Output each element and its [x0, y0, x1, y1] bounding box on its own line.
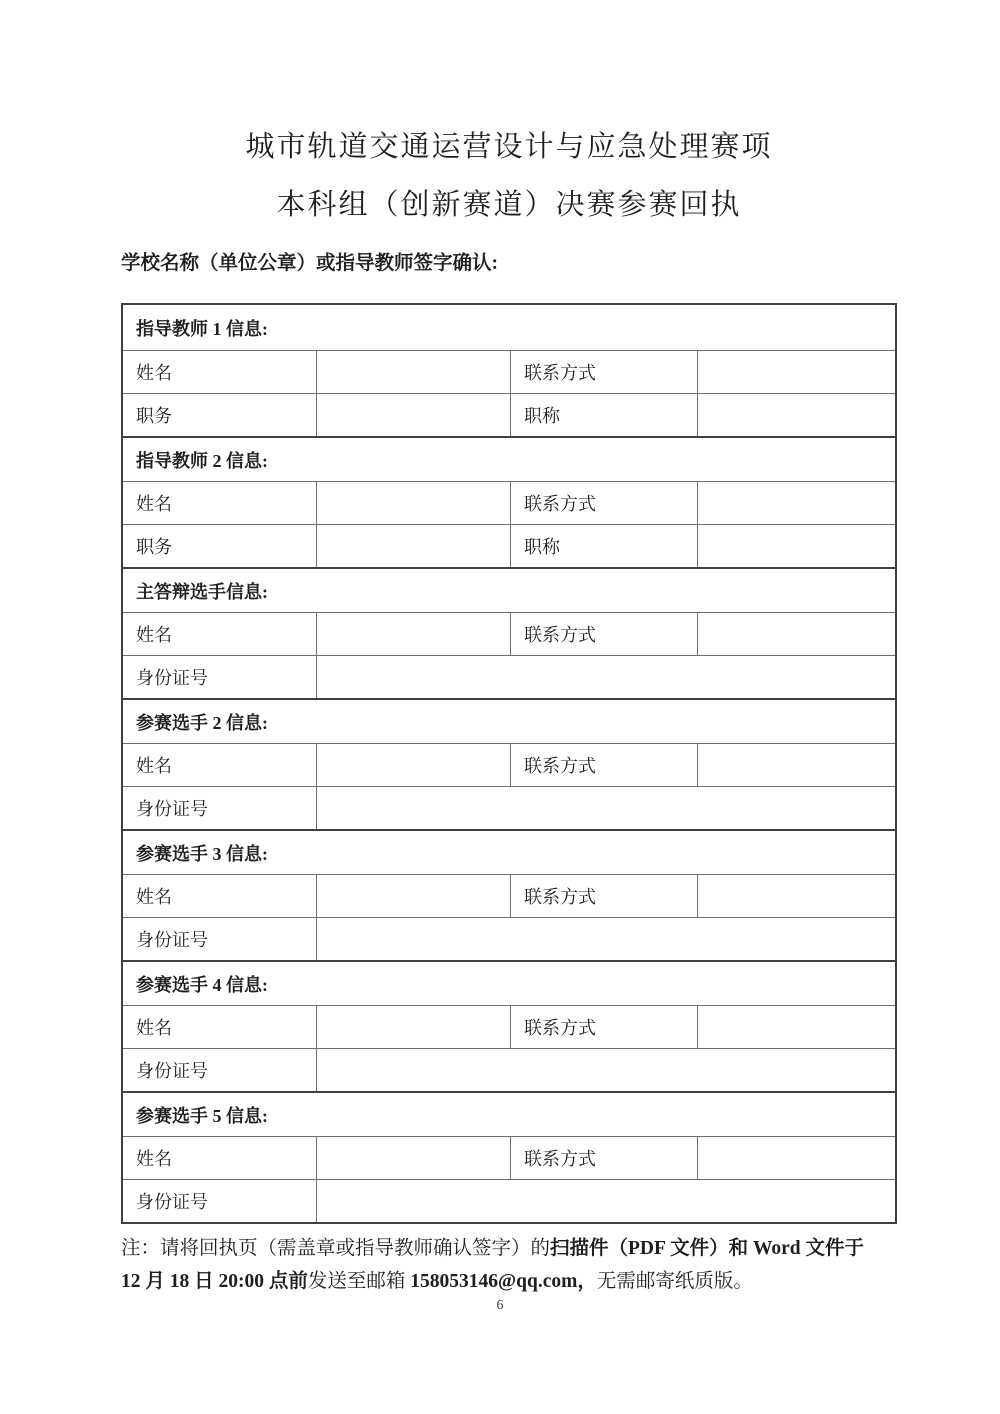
- table-row: [123, 524, 895, 567]
- field-value-cell[interactable]: [697, 1137, 895, 1179]
- field-label: 联系方式: [510, 1006, 697, 1048]
- field-label: 职称: [510, 525, 697, 567]
- table-row: [123, 1179, 895, 1222]
- field-value-cell[interactable]: [316, 656, 895, 698]
- field-value-cell[interactable]: [697, 394, 895, 436]
- table-row: [123, 612, 895, 655]
- field-label: 身份证号: [136, 799, 208, 819]
- field-label: 姓名: [136, 1149, 172, 1169]
- field-value-cell[interactable]: [697, 613, 895, 655]
- page-number: 6: [496, 1298, 504, 1313]
- table-row: [123, 874, 895, 917]
- field-label: 联系方式: [510, 482, 697, 524]
- field-value-cell[interactable]: [316, 1049, 895, 1091]
- field-value-cell[interactable]: [316, 787, 895, 829]
- field-value-cell[interactable]: [316, 613, 510, 655]
- field-label: 姓名: [136, 363, 172, 383]
- section-header: 指导教师 1 信息:: [136, 318, 268, 339]
- field-value-cell[interactable]: [316, 1180, 895, 1222]
- footnote-segment: 注：请将回执页（需盖章或指导教师确认签字）的: [121, 1238, 551, 1259]
- table-row: [123, 1136, 895, 1179]
- table-row: [123, 350, 895, 393]
- field-label: 联系方式: [510, 1137, 697, 1179]
- section-header: 参赛选手 2 信息:: [123, 698, 895, 743]
- footnote-line: [121, 1265, 897, 1298]
- table-row: [123, 1048, 895, 1091]
- footnote-segment: 发送至邮箱: [307, 1271, 411, 1292]
- document-title-line1: 城市轨道交通运营设计与应急处理赛项: [245, 131, 773, 163]
- table-row: [123, 917, 895, 960]
- footnote-segment: 158053146@qq.com，: [410, 1271, 597, 1292]
- field-value-cell[interactable]: [316, 744, 510, 786]
- table-row: [123, 1005, 895, 1048]
- footnote-line: [121, 1232, 897, 1265]
- footnote-segment: 12 月 18 日 20:00 点前: [121, 1271, 308, 1292]
- field-value-cell[interactable]: [697, 351, 895, 393]
- field-value-cell[interactable]: [697, 482, 895, 524]
- field-label: 职务: [136, 406, 172, 426]
- field-label: 姓名: [136, 625, 172, 645]
- document-title: [121, 0, 897, 234]
- section-header: 参赛选手 4 信息:: [123, 960, 895, 1005]
- field-label: 身份证号: [136, 1192, 208, 1212]
- section-header: 参赛选手 5 信息:: [123, 1091, 895, 1136]
- field-value-cell[interactable]: [697, 875, 895, 917]
- section-header: 指导教师 2 信息:: [123, 436, 895, 481]
- table-row: [123, 393, 895, 436]
- field-value-cell[interactable]: [316, 918, 895, 960]
- field-label: 职务: [136, 537, 172, 557]
- field-label: 姓名: [136, 887, 172, 907]
- field-value-cell[interactable]: [316, 351, 510, 393]
- field-label: 联系方式: [510, 875, 697, 917]
- field-label: 联系方式: [510, 744, 697, 786]
- school-confirm-label: 学校名称（单位公章）或指导教师签字确认:: [121, 253, 498, 274]
- field-value-cell[interactable]: [697, 1006, 895, 1048]
- field-label: 姓名: [136, 1018, 172, 1038]
- field-value-cell[interactable]: [316, 1006, 510, 1048]
- field-label: 职称: [510, 394, 697, 436]
- table-row: [123, 786, 895, 829]
- table-row: [123, 743, 895, 786]
- field-label: 身份证号: [136, 930, 208, 950]
- field-label: 联系方式: [510, 351, 697, 393]
- form-table: [121, 303, 897, 1224]
- field-value-cell[interactable]: [316, 875, 510, 917]
- field-value-cell[interactable]: [316, 1137, 510, 1179]
- footnote-segment: 无需邮寄纸质版。: [596, 1271, 753, 1292]
- field-label: 身份证号: [136, 1061, 208, 1081]
- field-label: 姓名: [136, 756, 172, 776]
- section-header: 参赛选手 3 信息:: [123, 829, 895, 874]
- table-row: [123, 655, 895, 698]
- footnote-segment: 扫描件（PDF 文件）和 Word 文件于: [550, 1238, 864, 1259]
- field-label: 身份证号: [136, 668, 208, 688]
- table-row: [123, 481, 895, 524]
- document-title-line2: 本科组（创新赛道）决赛参赛回执: [276, 189, 742, 221]
- field-value-cell[interactable]: [697, 744, 895, 786]
- field-label: 姓名: [136, 494, 172, 514]
- field-value-cell[interactable]: [697, 525, 895, 567]
- section-header: 主答辩选手信息:: [123, 567, 895, 612]
- field-value-cell[interactable]: [316, 394, 510, 436]
- footnote: [121, 1232, 897, 1298]
- field-label: 联系方式: [510, 613, 697, 655]
- field-value-cell[interactable]: [316, 482, 510, 524]
- field-value-cell[interactable]: [316, 525, 510, 567]
